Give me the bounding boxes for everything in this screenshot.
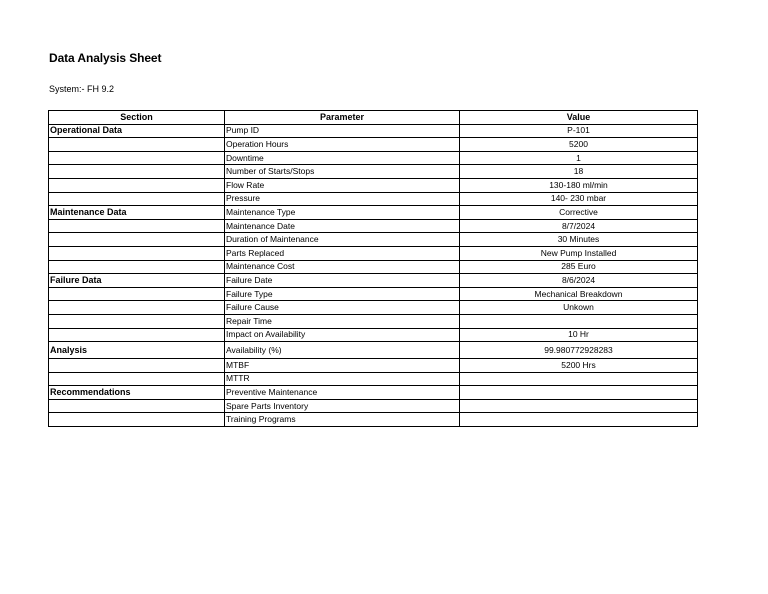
section-cell — [49, 328, 225, 342]
value-cell: Mechanical Breakdown — [460, 287, 698, 301]
section-cell: Analysis — [49, 342, 225, 359]
table-row — [49, 301, 698, 315]
value-cell: 8/7/2024 — [460, 219, 698, 233]
parameter-cell: Preventive Maintenance — [225, 386, 460, 400]
table-row — [49, 124, 698, 138]
table-row — [49, 151, 698, 165]
table-row — [49, 314, 698, 328]
table-header-row — [49, 111, 698, 125]
value-cell: 8/6/2024 — [460, 274, 698, 288]
table-row — [49, 399, 698, 413]
value-cell — [460, 372, 698, 386]
parameter-cell: Flow Rate — [225, 178, 460, 192]
section-cell — [49, 287, 225, 301]
section-cell — [49, 413, 225, 427]
section-cell — [49, 192, 225, 206]
parameter-cell: Pressure — [225, 192, 460, 206]
header-value: Value — [460, 111, 698, 125]
value-cell: 5200 Hrs — [460, 359, 698, 373]
value-cell: 140- 230 mbar — [460, 192, 698, 206]
section-cell — [49, 260, 225, 274]
section-cell — [49, 233, 225, 247]
section-cell — [49, 178, 225, 192]
parameter-cell: Availability (%) — [225, 342, 460, 359]
table-row — [49, 287, 698, 301]
value-cell: 30 Minutes — [460, 233, 698, 247]
parameter-cell: Maintenance Date — [225, 219, 460, 233]
section-cell: Operational Data — [49, 124, 225, 138]
table-row — [49, 342, 698, 359]
value-cell: New Pump Installed — [460, 246, 698, 260]
document-title: Data Analysis Sheet — [49, 51, 162, 65]
table-row — [49, 165, 698, 179]
value-cell: 285 Euro — [460, 260, 698, 274]
value-cell: 1 — [460, 151, 698, 165]
value-cell: 18 — [460, 165, 698, 179]
parameter-cell: Maintenance Type — [225, 206, 460, 220]
table-row — [49, 233, 698, 247]
header-parameter: Parameter — [225, 111, 460, 125]
section-cell — [49, 314, 225, 328]
section-cell — [49, 138, 225, 152]
parameter-cell: MTTR — [225, 372, 460, 386]
section-cell: Failure Data — [49, 274, 225, 288]
table-row — [49, 328, 698, 342]
value-cell: 130-180 ml/min — [460, 178, 698, 192]
value-cell — [460, 314, 698, 328]
table-row — [49, 178, 698, 192]
parameter-cell: Maintenance Cost — [225, 260, 460, 274]
table-row — [49, 219, 698, 233]
table-body — [49, 124, 698, 426]
section-cell — [49, 219, 225, 233]
parameter-cell: Failure Type — [225, 287, 460, 301]
section-cell — [49, 372, 225, 386]
parameter-cell: Operation Hours — [225, 138, 460, 152]
value-cell: Unkown — [460, 301, 698, 315]
table-row — [49, 192, 698, 206]
table-row — [49, 206, 698, 220]
parameter-cell: Impact on Availability — [225, 328, 460, 342]
header-section: Section — [49, 111, 225, 125]
section-cell — [49, 165, 225, 179]
section-cell — [49, 151, 225, 165]
system-label: System:- FH 9.2 — [49, 84, 115, 94]
value-cell — [460, 386, 698, 400]
table-row — [49, 413, 698, 427]
parameter-cell: Parts Replaced — [225, 246, 460, 260]
section-cell — [49, 246, 225, 260]
table-row — [49, 359, 698, 373]
section-cell: Recommendations — [49, 386, 225, 400]
parameter-cell: Duration of Maintenance — [225, 233, 460, 247]
value-cell: P-101 — [460, 124, 698, 138]
parameter-cell: MTBF — [225, 359, 460, 373]
parameter-cell: Number of Starts/Stops — [225, 165, 460, 179]
parameter-cell: Failure Date — [225, 274, 460, 288]
value-cell — [460, 413, 698, 427]
parameter-cell: Failure Cause — [225, 301, 460, 315]
parameter-cell: Spare Parts Inventory — [225, 399, 460, 413]
value-cell — [460, 399, 698, 413]
section-cell — [49, 399, 225, 413]
value-cell: 5200 — [460, 138, 698, 152]
table-row — [49, 138, 698, 152]
value-cell: 99.980772928283 — [460, 342, 698, 359]
value-cell: Corrective — [460, 206, 698, 220]
section-cell — [49, 301, 225, 315]
table-row — [49, 386, 698, 400]
table-row — [49, 260, 698, 274]
section-cell: Maintenance Data — [49, 206, 225, 220]
table-row — [49, 246, 698, 260]
data-table — [48, 110, 698, 427]
table-row — [49, 274, 698, 288]
parameter-cell: Training Programs — [225, 413, 460, 427]
parameter-cell: Downtime — [225, 151, 460, 165]
parameter-cell: Pump ID — [225, 124, 460, 138]
section-cell — [49, 359, 225, 373]
value-cell: 10 Hr — [460, 328, 698, 342]
table-row — [49, 372, 698, 386]
parameter-cell: Repair Time — [225, 314, 460, 328]
